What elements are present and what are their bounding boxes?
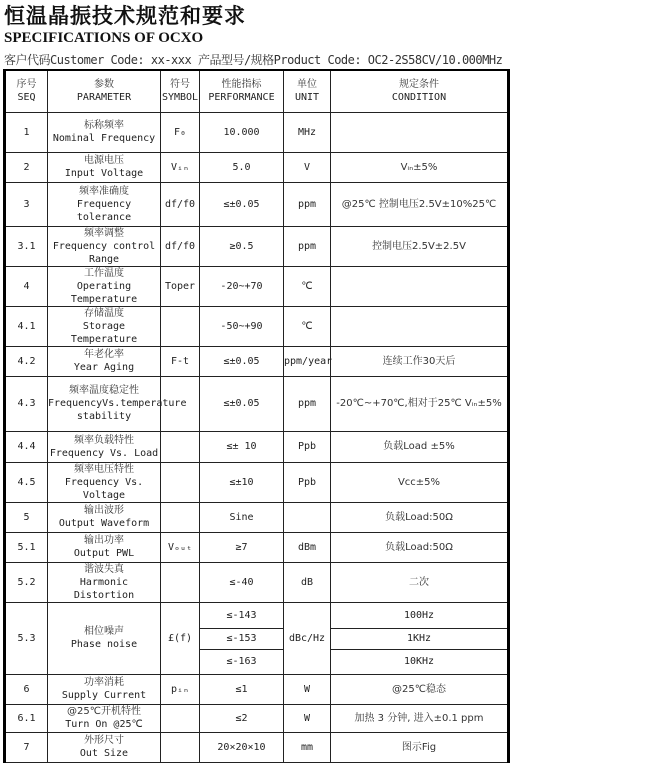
phase-noise-row <box>5 602 509 628</box>
seq-cell: 2 <box>23 161 30 173</box>
performance-cell: ≥0.5 <box>229 240 254 252</box>
param-en: Nominal Frequency <box>52 133 156 144</box>
symbol-cell: F-t <box>170 355 190 367</box>
param-cn: 输出功率 <box>84 535 124 546</box>
param-en: PARAMETER <box>76 92 132 104</box>
performance-cell: ≥7 <box>235 541 248 553</box>
condition-cell: -20℃~+70℃,相对于25℃ Vᵢₙ±5% <box>336 398 502 409</box>
unit-cn: 单位 <box>297 79 317 91</box>
condition-cell: 1KHz <box>406 633 432 644</box>
perf-en: PERFORMANCE <box>208 92 275 104</box>
param-en: Out Size <box>79 748 129 759</box>
seq-cell: 5 <box>23 511 30 523</box>
header-row <box>5 70 509 112</box>
perf-cn: 性能指标 <box>221 79 262 91</box>
symbol-cell: Toper <box>164 280 196 292</box>
param-cn: 功率消耗 <box>84 677 124 688</box>
performance-cell: ≤± 10 <box>226 441 257 452</box>
param-en: Turn On @25℃ <box>65 719 143 730</box>
unit-cell: ppm <box>297 240 317 252</box>
cond-cn: 规定条件 <box>399 79 439 91</box>
performance-cell: ≤±10 <box>229 476 254 488</box>
param-cn: 频率调整 <box>84 227 124 239</box>
symbol-cell: F₀ <box>173 126 187 138</box>
unit-cell: mm <box>300 741 314 753</box>
condition-cell: 10KHz <box>403 656 435 667</box>
seq-cell: 4.4 <box>17 441 36 452</box>
performance-cell: 5.0 <box>232 161 251 173</box>
seq-cell: 6.1 <box>17 712 36 724</box>
unit-cell: dBc/Hz <box>288 632 326 644</box>
table-row <box>5 562 509 602</box>
table-row <box>5 112 509 152</box>
condition-cell: 负载Load:50Ω <box>385 511 453 523</box>
symbol-cell: pᵢₙ <box>170 683 190 695</box>
param-cn: 谐波失真 <box>84 563 124 575</box>
param-cn: 输出波形 <box>84 505 124 516</box>
unit-cell: ℃ <box>301 280 313 292</box>
sym-cn: 符号 <box>170 79 190 91</box>
seq-en: SEQ <box>17 92 36 104</box>
seq-cell: 4.1 <box>17 320 36 332</box>
performance-cell: ≤-153 <box>226 633 257 644</box>
condition-cell: 100Hz <box>403 609 435 621</box>
condition-cell: 负载Load ±5% <box>383 441 455 452</box>
seq-cell: 4.3 <box>17 398 36 409</box>
performance-cell: Sine <box>229 511 254 523</box>
performance-cell: ≤-163 <box>226 656 257 667</box>
condition-cell: Vᵢₙ±5% <box>400 161 438 173</box>
symbol-cell: Vᵢₙ <box>170 161 190 173</box>
unit-cell: W <box>303 683 311 695</box>
performance-cell: ≤2 <box>235 712 248 724</box>
performance-cell: ≤±0.05 <box>223 398 260 409</box>
performance-cell: -50~+90 <box>220 320 263 332</box>
table-row <box>5 732 509 762</box>
table-row <box>5 182 509 226</box>
table-row <box>5 376 509 431</box>
performance-cell: -20~+70 <box>220 280 263 292</box>
unit-cell: Ppb <box>297 476 317 488</box>
param-cn: 年老化率 <box>84 349 124 360</box>
seq-cell: 3 <box>23 198 30 210</box>
param-cn: 频率准确度 <box>79 185 129 197</box>
spec-table <box>3 69 510 763</box>
unit-cell: Ppb <box>297 441 317 452</box>
condition-cell: 连续工作30天后 <box>382 355 456 367</box>
seq-cell: 4.5 <box>17 476 36 488</box>
param-en: Phase noise <box>70 639 138 650</box>
table-row <box>5 306 509 346</box>
condition-cell: 控制电压2.5V±2.5V <box>372 240 466 252</box>
seq-cell: 5.3 <box>17 632 36 644</box>
symbol-cell: Vₒᵤₜ <box>167 541 193 553</box>
param-cn: 存储温度 <box>84 307 124 319</box>
param-cn: 相位噪声 <box>84 626 124 637</box>
table-row <box>5 152 509 182</box>
table-row <box>5 704 509 732</box>
table-row <box>5 346 509 376</box>
performance-cell: 20×20×10 <box>217 741 266 753</box>
unit-cell: dB <box>300 576 314 588</box>
seq-cell: 1 <box>23 126 30 138</box>
performance-cell: ≤-143 <box>226 609 257 621</box>
param-cn: 标称频率 <box>84 120 124 131</box>
param-cn: @25℃开机特性 <box>67 706 141 717</box>
param-cn: 工作温度 <box>84 267 124 279</box>
performance-cell: ≤±0.05 <box>223 198 260 210</box>
title-en: SPECIFICATIONS OF OCXO <box>4 30 204 46</box>
unit-cell: W <box>303 712 311 724</box>
condition-cell: Vcc±5% <box>397 476 441 488</box>
cond-en: CONDITION <box>391 92 447 104</box>
symbol-cell: df/f0 <box>164 198 196 210</box>
table-row <box>5 674 509 704</box>
param-en: Output PWL <box>73 548 135 559</box>
performance-cell: 10.000 <box>223 126 260 138</box>
seq-cell: 4.2 <box>17 355 36 367</box>
param-en: FrequencyVs.temperature stability <box>48 398 187 422</box>
unit-en: UNIT <box>294 92 320 104</box>
param-cn: 频率温度稳定性 <box>69 385 139 396</box>
condition-cell: 二次 <box>409 576 429 588</box>
unit-cell: ℃ <box>301 320 313 332</box>
param-en: Operating Temperature <box>70 280 138 305</box>
param-en: Frequency Vs. Voltage <box>64 476 144 501</box>
title-cn: 恒温晶振技术规范和要求 <box>4 4 246 28</box>
performance-cell: ≤-40 <box>229 576 254 588</box>
table-row <box>5 226 509 266</box>
table-row <box>5 431 509 462</box>
seq-cn: 序号 <box>16 79 37 91</box>
unit-cell: V <box>303 161 311 173</box>
param-en: Year Aging <box>73 362 135 373</box>
param-en: Harmonic Distortion <box>73 576 135 601</box>
seq-cell: 5.2 <box>17 576 36 588</box>
unit-cell: dBm <box>297 541 317 553</box>
unit-cell: ppm <box>297 198 317 210</box>
seq-cell: 6 <box>23 683 30 695</box>
seq-cell: 5.1 <box>17 541 36 553</box>
table-row <box>5 502 509 532</box>
symbol-cell: £(f) <box>167 632 193 644</box>
param-cn: 频率电压特性 <box>74 463 134 475</box>
param-cn: 外形尺寸 <box>84 735 124 746</box>
param-cn: 频率负载特性 <box>74 434 134 446</box>
codes-line: 客户代码Customer Code: xx-xxx 产品型号/规格Product Code: OC2-2S58CV/10.000MHz <box>4 53 503 67</box>
param-cn: 参数 <box>94 79 114 91</box>
condition-cell: 图示Fig <box>401 741 437 753</box>
seq-cell: 7 <box>23 741 30 753</box>
param-en: Frequency control Range <box>52 240 156 265</box>
condition-cell: 加热 3 分钟, 进入±0.1 ppm <box>354 712 484 724</box>
table-row <box>5 462 509 502</box>
param-cn: 电源电压 <box>84 155 124 166</box>
sym-en: SYMBOL <box>161 92 199 104</box>
performance-cell: ≤1 <box>235 683 248 695</box>
unit-cell: ppm/year <box>284 355 333 367</box>
condition-cell: @25℃ 控制电压2.5V±10%25℃ <box>341 198 497 210</box>
unit-cell: ppm <box>297 398 317 409</box>
seq-cell: 4 <box>23 280 30 292</box>
param-en: Output Waveform <box>58 518 150 529</box>
table-row <box>5 532 509 562</box>
symbol-cell: df/f0 <box>164 240 196 252</box>
param-en: Frequency Vs. Load <box>49 447 159 459</box>
table-row <box>5 266 509 306</box>
unit-cell: MHz <box>297 126 317 138</box>
condition-cell: @25℃稳态 <box>392 683 446 695</box>
seq-cell: 3.1 <box>17 240 36 252</box>
performance-cell: ≤±0.05 <box>223 355 260 367</box>
param-en: Supply Current <box>61 690 147 701</box>
param-en: Input Voltage <box>64 168 144 179</box>
condition-cell: 负载Load:50Ω <box>385 541 453 553</box>
param-en: Frequency tolerance <box>76 198 132 223</box>
param-en: Storage Temperature <box>70 320 138 345</box>
